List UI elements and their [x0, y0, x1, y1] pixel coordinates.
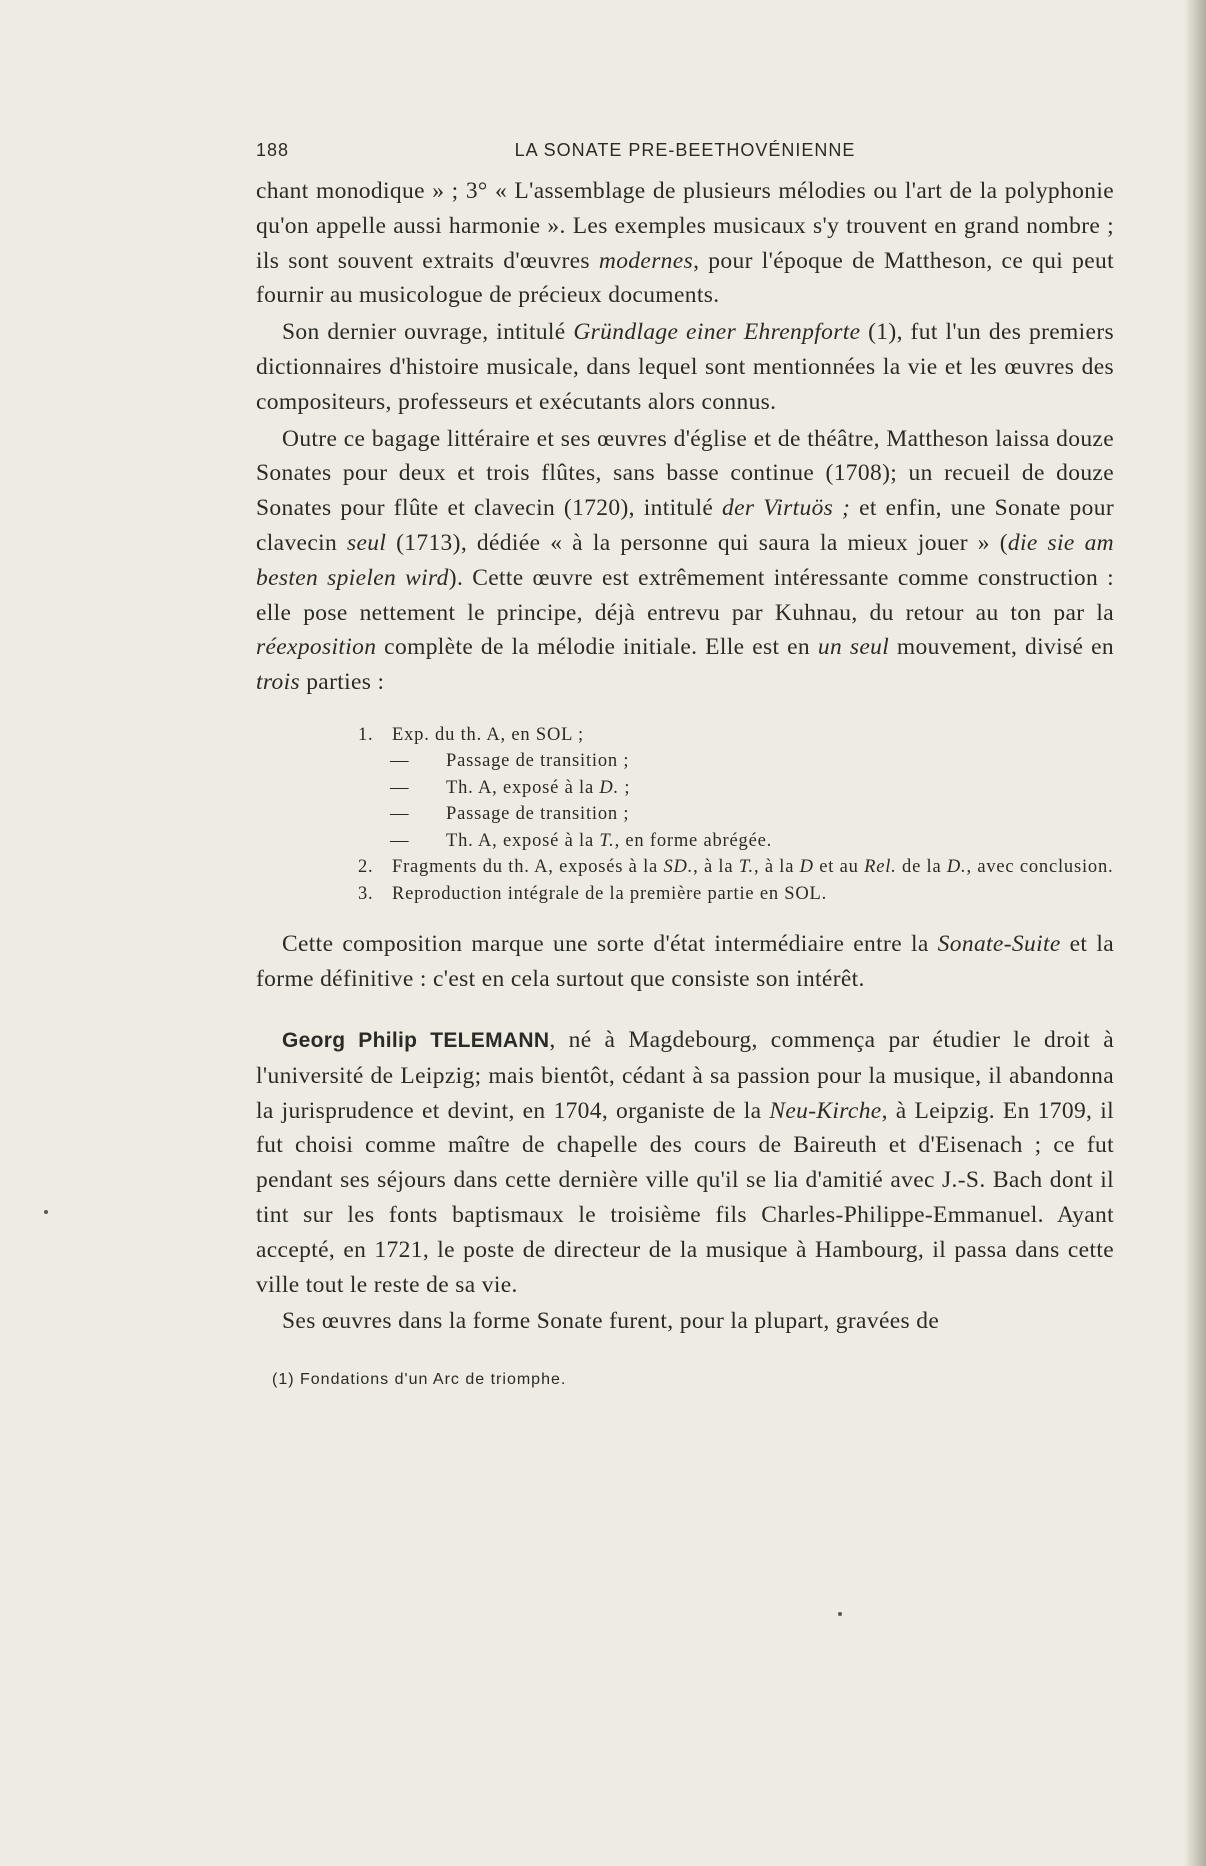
list-item: 3. Reproduction intégrale de la première partie en SOL. — [358, 883, 828, 904]
page-number: 188 — [256, 140, 290, 160]
list-subitem: — Passage de transition ; — [390, 751, 630, 772]
scan-speck — [838, 1612, 842, 1616]
list-subitem: — Passage de transition ; — [390, 804, 630, 825]
page-edge-shadow — [1184, 0, 1206, 1866]
footnote: (1) Fondations d'un Arc de triomphe. — [272, 1371, 567, 1389]
paragraph-5: Georg Philip TELEMANN, né à Magdebourg, commença par étudier le droit à l'université de Leipzig; mais bientôt, cédant à sa passion pour la musique, il abandonna la jurisprudence et devint, en 1704, organiste de la Neu-Kirche, à Leipzig. En 1709, il fut choisi comme maître de chapelle des cours de Baireuth et d'Eisenach ; ce fut pendant ses séjours dans cette dernière ville qu'il se lia d'amitié avec J.-S. Bach dont il tint sur les fonts baptismaux le troisième fils Charles-Philippe-Emmanuel. Ayant accepté, en 1721, le poste de directeur de la musique à Hambourg, il passa dans cette ville tout le reste de sa vie. — [256, 1027, 1115, 1298]
running-head — [256, 140, 1114, 174]
author-name: Georg Philip TELEMANN — [282, 1029, 550, 1053]
structure-list — [256, 722, 1114, 908]
paragraph-6: Ses œuvres dans la forme Sonate furent, pour la plupart, gravées de — [282, 1308, 940, 1335]
paragraph-2: Son dernier ouvrage, intitulé Gründlage einer Ehrenpforte (1), fut l'un des premiers dictionnaires d'histoire musicale, dans lequel sont mentionnées la vie et les œuvres des compositeurs, professeurs et exécutants alors connus. — [256, 319, 1114, 415]
list-item: 1. Exp. du th. A, en SOL ; — [358, 724, 584, 745]
running-title: LA SONATE PRE-BEETHOVÉNIENNE — [514, 140, 856, 160]
paragraph-4: Cette composition marque une sorte d'état intermédiaire entre la Sonate-Suite et la forme définitive : c'est en cela surtout que consiste son intérêt. — [256, 931, 1114, 993]
list-item: 2. Fragments du th. A, exposés à la SD., à la T., à la D et au Rel. de la D., avec conclusion. — [358, 857, 1114, 878]
list-subitem: — Th. A, exposé à la T., en forme abrégée. — [390, 830, 773, 851]
page-content — [256, 140, 1114, 1389]
list-subitem: — Th. A, exposé à la D. ; — [390, 777, 631, 798]
paragraph-1: chant monodique » ; 3° « L'assemblage de plusieurs mélodies ou l'art de la polyphonie qu'on appelle aussi harmonie ». Les exemples musicaux s'y trouvent en grand nombre ; ils sont souvent extraits d'œuvres modernes, pour l'époque de Mattheson, ce qui peut fournir au musicologue de précieux documents. — [256, 178, 1114, 309]
paragraph-3: Outre ce bagage littéraire et ses œuvres d'église et de théâtre, Mattheson laissa douze Sonates pour deux et trois flûtes, sans basse continue (1708); un recueil de douze Sonates pour flûte et clavecin (1720), intitulé der Virtuös ; et enfin, une Sonate pour clavecin seul (1713), dédiée « à la personne qui saura la mieux jouer » (die sie am besten spielen wird). Cette œuvre est extrêmement intéressante comme construction : elle pose nettement le principe, déjà entrevu par Kuhnau, du retour au ton par la réexposition complète de la mélodie initiale. Elle est en un seul mouvement, divisé en trois parties : — [256, 425, 1115, 696]
scan-speck — [44, 1210, 48, 1214]
